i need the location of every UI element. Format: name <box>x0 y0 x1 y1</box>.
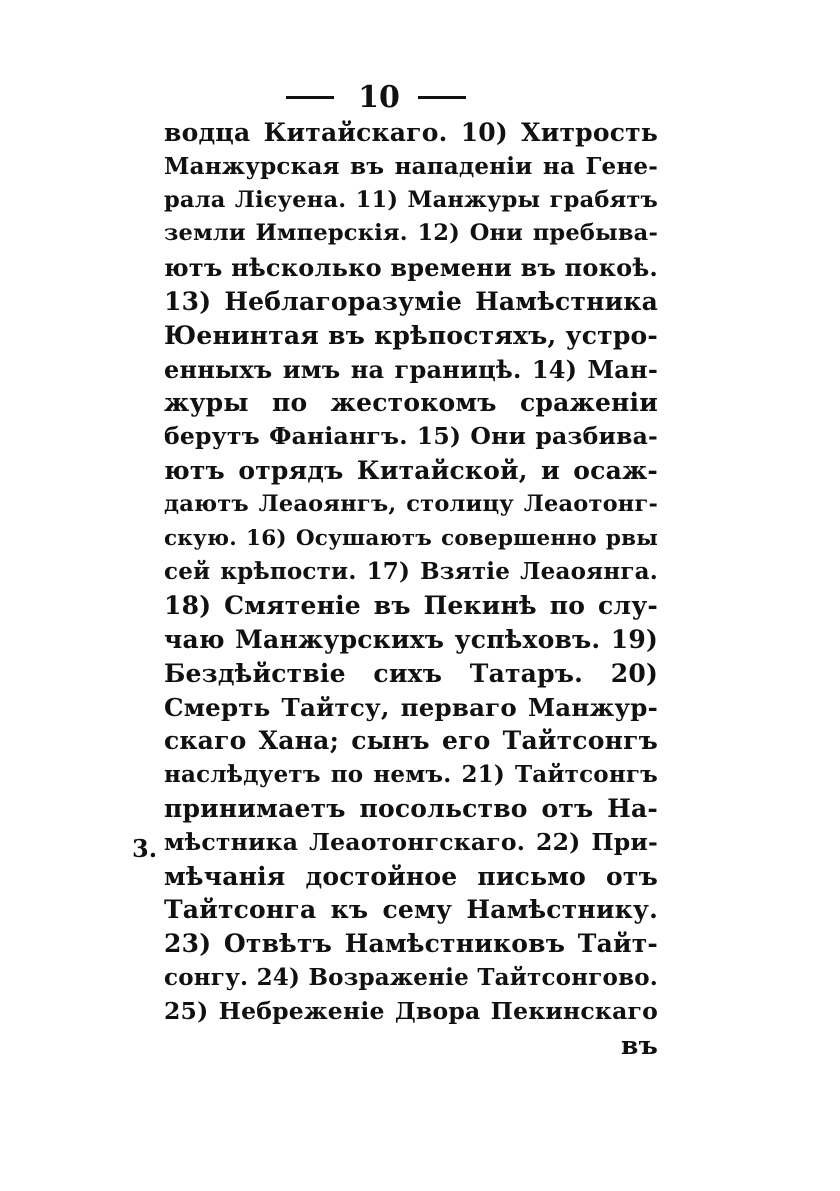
text-line: Юенинтая въ крѣпостяхъ, устро- <box>164 320 658 350</box>
text-line: скаго Хана; сынъ его Тайтсонгъ <box>164 726 658 756</box>
text-line: 23) Отвѣтъ Намѣстниковъ Тайт- <box>164 929 658 959</box>
text-line: Бездѣйствіе сихъ Татаръ. 20) <box>164 658 658 688</box>
text-line: рала Лієуена. 11) Манжуры грабятъ <box>164 186 658 213</box>
page-header <box>0 78 840 118</box>
text-line: енныхъ имъ на границѣ. 14) Ман- <box>164 354 658 384</box>
text-line: сонгу. 24) Возраженіе Тайтсонгово. <box>164 963 658 991</box>
text-line: даютъ Леаоянгъ, столицу Леаотонг- <box>164 490 658 517</box>
text-line: ютъ отрядъ Китайской, и осаж- <box>164 455 658 485</box>
text-line: журы по жестокомъ сраженіи <box>164 388 658 418</box>
text-line: мѣчанія достойное письмо отъ <box>164 861 658 891</box>
text-line: чаю Манжурскихъ успѣховъ. 19) <box>164 624 658 654</box>
text-line: Смерть Тайтсу, перваго Манжур- <box>164 692 658 722</box>
text-line: скую. 16) Осушаютъ совершенно рвы <box>164 525 658 551</box>
text-line: Манжурская въ нападеніи на Гене- <box>164 152 658 180</box>
text-line: принимаетъ посольство отъ На- <box>164 793 658 823</box>
text-line: сей крѣпости. 17) Взятіе Леаоянга. <box>164 558 658 586</box>
text-line: берутъ Фаніангъ. 15) Они разбива- <box>164 422 658 451</box>
page-number: 10 <box>358 80 400 115</box>
catchword: въ <box>621 1030 658 1060</box>
text-line: 18) Смятеніе въ Пекинѣ по слу- <box>164 591 658 621</box>
header-rule-left <box>286 96 334 99</box>
body-text <box>164 116 658 1062</box>
text-line: водца Китайскаго. 10) Хитрость <box>164 118 658 147</box>
header-rule-right <box>418 96 466 99</box>
text-line: 13) Неблагоразуміе Намѣстника <box>164 286 658 316</box>
margin-note: 3. <box>132 834 158 863</box>
text-line: ютъ нѣсколько времени въ покоѣ. <box>164 253 658 283</box>
text-line: Тайтсонга къ сему Намѣстнику. <box>164 895 658 925</box>
text-line: наслѣдуетъ по немъ. 21) Тайтсонгъ <box>164 761 658 789</box>
text-line: земли Имперскія. 12) Они пребыва- <box>164 220 658 247</box>
text-line: мѣстника Леаотонгскаго. 22) При- <box>164 827 658 856</box>
text-line: 25) Небреженіе Двора Пекинскаго <box>164 996 658 1025</box>
